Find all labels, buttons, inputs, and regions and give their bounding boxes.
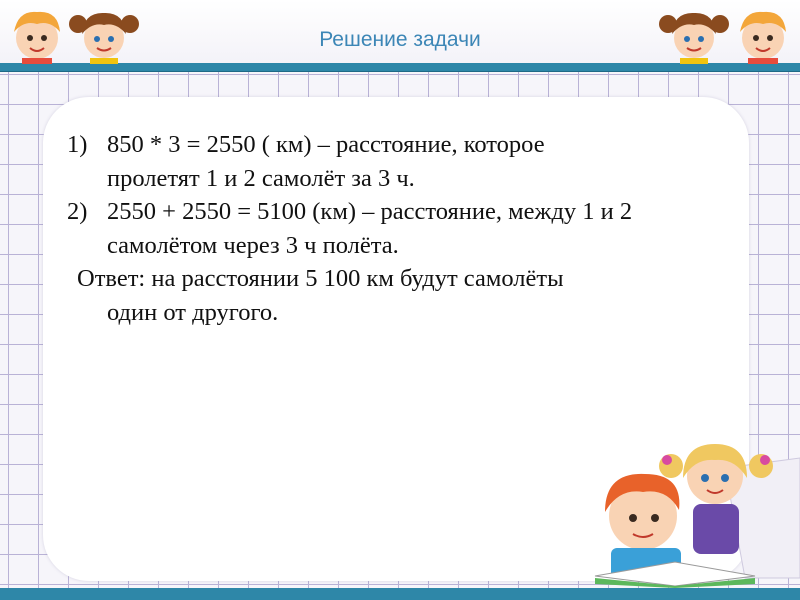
girl-icon [656, 2, 732, 64]
step-text [107, 128, 727, 195]
answer-line: один от другого. [107, 298, 279, 326]
solution-text [67, 128, 727, 329]
step-line: пролетят 1 и 2 самолёт за 3 ч. [107, 164, 415, 192]
step-number: 2) [67, 198, 88, 225]
step-text [107, 195, 727, 262]
answer-label: Ответ: [77, 265, 146, 292]
reading-children-icon [575, 438, 800, 588]
bottom-rule [0, 588, 800, 600]
page-title: Решение задачи [319, 28, 481, 51]
boy-icon [728, 2, 798, 64]
girl-icon [66, 2, 142, 64]
step-number: 1) [67, 131, 88, 158]
boy-icon [2, 2, 72, 64]
answer [77, 262, 727, 329]
step-line: 2550 + 2550 = 5100 (км) – расстояние, между 1 и 2 [107, 198, 633, 225]
top-rule [0, 63, 800, 72]
step-line: самолётом через 3 ч полёта. [107, 231, 399, 259]
answer-line: на расстоянии 5 100 км будут самолёты [145, 265, 564, 292]
solution-step [67, 128, 727, 195]
solution-step [67, 195, 727, 262]
step-line: 850 * 3 = 2550 ( км) – расстояние, которое [107, 131, 545, 158]
